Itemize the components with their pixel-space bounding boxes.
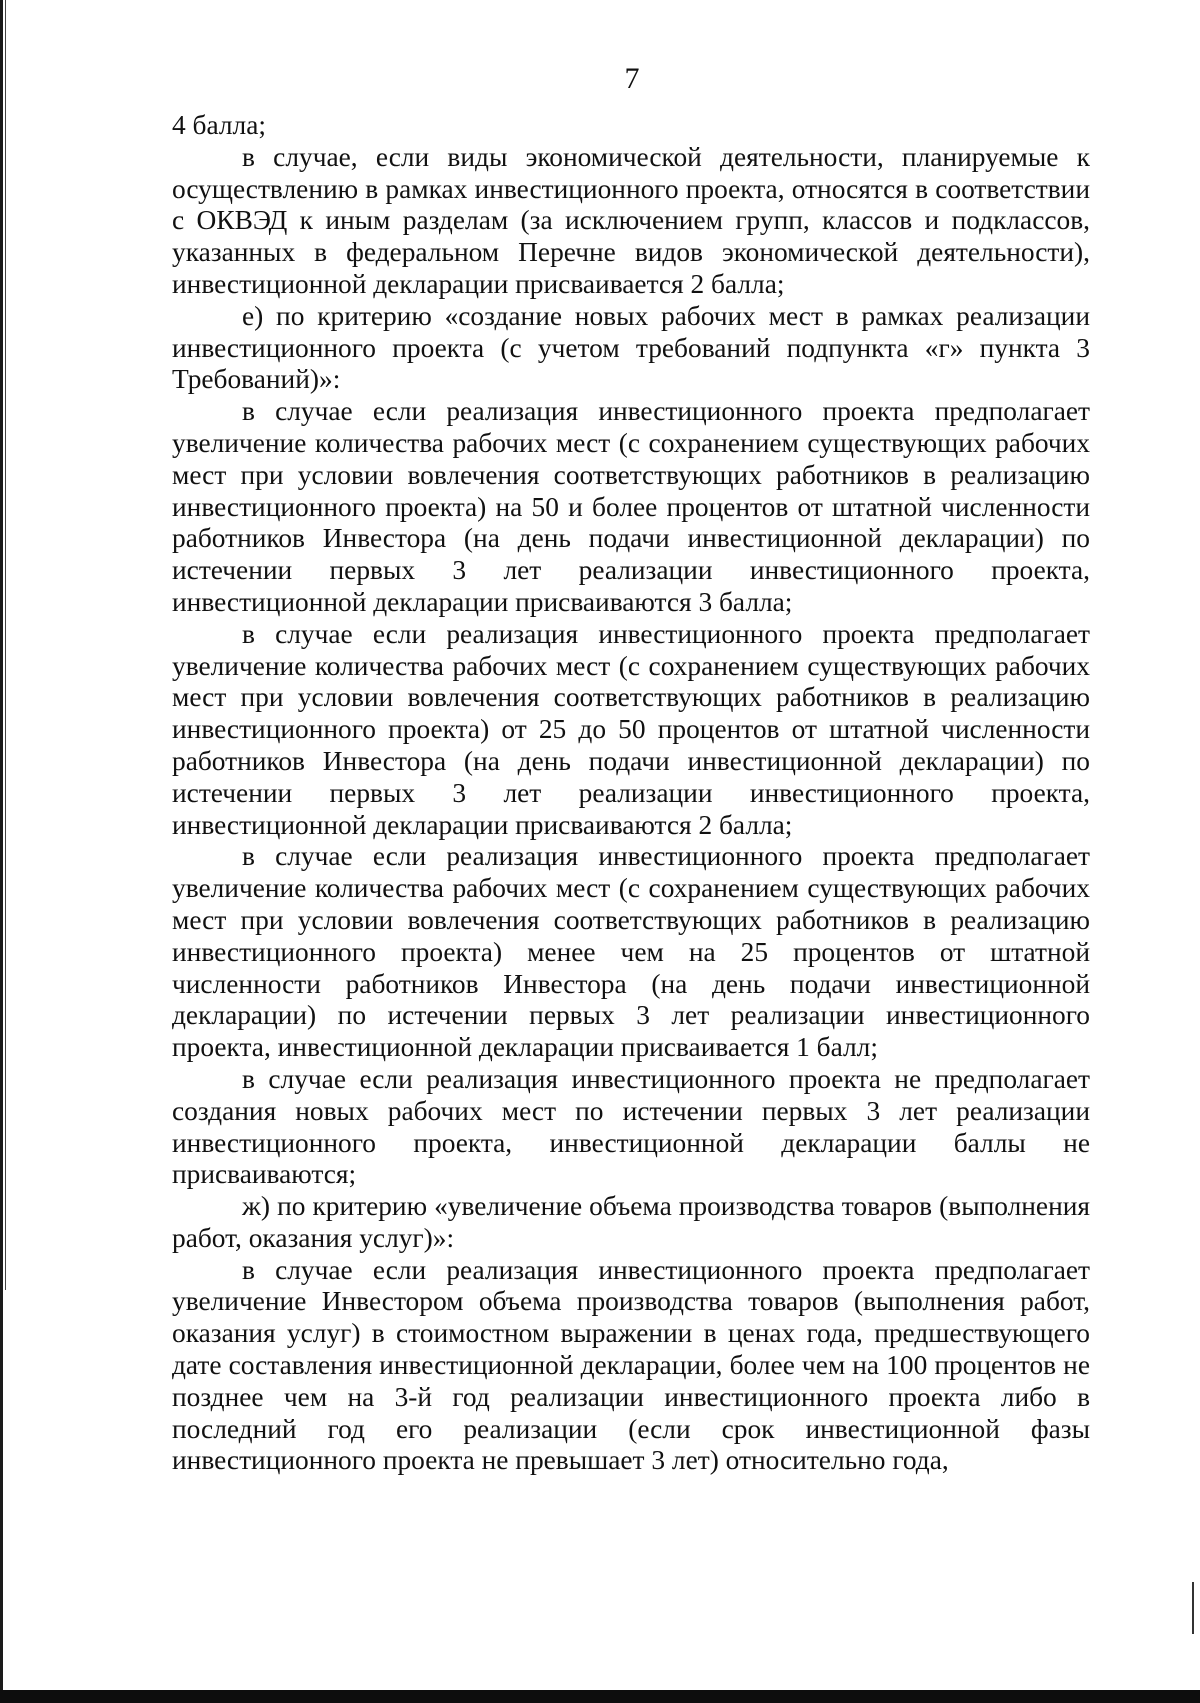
paragraph-2: в случае, если виды экономической деятельности, планируемые к осуществлению в рамках инвестиционного проекта, относятся в соответствии с ОКВЭД к иным разделам (за исключением групп, классов и подклассов, указанных в федеральном Перечне видов экономической деятельности), инвестиционной декларации присваивается 2 балла; (172, 141, 1090, 299)
paragraph-8: ж) по критерию «увеличение объема производства товаров (выполнения работ, оказания услуг)»: (172, 1191, 1090, 1253)
page-number: 7 (624, 62, 640, 95)
paragraph-9: в случае если реализация инвестиционного проекта предполагает увеличение Инвестором объема производства товаров (выполнения работ, оказания услуг) в стоимостном выражении в ценах года, предшествующего дате составления инвестиционной декларации, более чем на 100 процентов не позднее чем на 3-й год реализации инвестиционного проекта либо в последний год его реализации (если срок инвестиционной фазы инвестиционного проекта не превышает 3 лет) относительно года, (172, 1254, 1090, 1476)
paragraph-7: в случае если реализация инвестиционного проекта не предполагает создания новых рабочих мест по истечении первых 3 лет реализации инвестиционного проекта, инвестиционной декларации баллы не присваиваются; (172, 1063, 1090, 1190)
paragraph-3: е) по критерию «создание новых рабочих мест в рамках реализации инвестиционного проекта (с учетом требований подпункта «г» пункта 3 Требований)»: (172, 300, 1090, 395)
paragraph-1: 4 балла; (172, 110, 266, 140)
scan-bottom-border (0, 1690, 1200, 1703)
document-body (172, 110, 1090, 1477)
scan-left-border (0, 0, 3, 1703)
paragraph-4: в случае если реализация инвестиционного проекта предполагает увеличение количества рабочих мест (с сохранением существующих рабочих мест при условии вовлечения соответствующих работников в реализацию инвестиционного проекта) на 50 и более процентов от штатной численности работников Инвестора (на день подачи инвестиционной декларации) по истечении первых 3 лет реализации инвестиционного проекта, инвестиционной декларации присваиваются 3 балла; (172, 396, 1090, 617)
paragraph-5: в случае если реализация инвестиционного проекта предполагает увеличение количества рабочих мест (с сохранением существующих рабочих мест при условии вовлечения соответствующих работников в реализацию инвестиционного проекта) от 25 до 50 процентов от штатной численности работников Инвестора (на день подачи инвестиционной декларации) по истечении первых 3 лет реализации инвестиционного проекта, инвестиционной декларации присваиваются 2 балла; (172, 618, 1090, 840)
paragraph-6: в случае если реализация инвестиционного проекта предполагает увеличение количества рабочих мест (с сохранением существующих рабочих мест при условии вовлечения соответствующих работников в реализацию инвестиционного проекта) менее чем на 25 процентов от штатной численности работников Инвестора (на день подачи инвестиционной декларации) по истечении первых 3 лет реализации инвестиционного проекта, инвестиционной декларации присваивается 1 балл; (172, 841, 1090, 1063)
scan-left-border-inner (5, 0, 6, 1290)
scan-right-mark (1192, 1582, 1194, 1634)
